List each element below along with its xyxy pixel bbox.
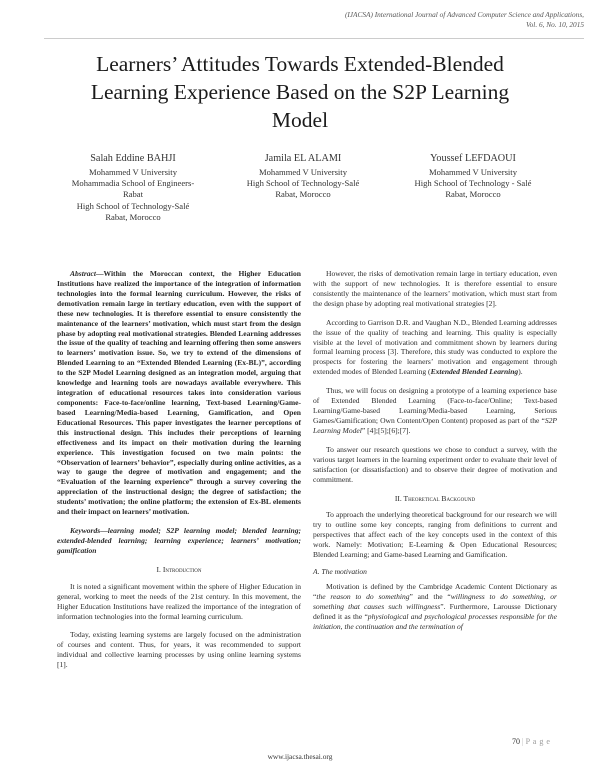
paragraph: [313, 318, 557, 378]
text-run: According to Garrison D.R. and Vaughan N.D., Blended Learning addresses the issue of the quality of teaching and learning. This quality is especially visible at the level of motivation and commitment shown by learners during formal learning process [3]. Therefore, this study was conducted to explore the prospects for fostering the learners’ motivation and engagement through extended modes of Blended Learning (: [313, 317, 557, 377]
text-run: ).: [518, 367, 523, 377]
paper-title: [40, 50, 560, 134]
paragraph: To approach the underlying theoretical background for our research we will try to outline some key concepts, ranging from definitions to current and perspectives that affect each of the key concepts used in the context of this work. Namely: Motivation; E-Learning & Open Educational Resources; Blended Learning; and Game-based Learning and Gamification.: [313, 510, 557, 560]
emphasis: the reason to do something: [316, 591, 410, 601]
emphasis: Extended Blended Learning: [430, 367, 519, 377]
author-location: Rabat, Morocco: [445, 189, 501, 200]
keywords: Keywords—learning model; S2P learning model; blended learning; extended-blended learning; learning experience; learners’ motivation; gamification: [57, 526, 301, 555]
paragraph: To answer our research questions we chose to conduct a survey, with the various target learners in the learning experiment order to evaluate their level of satisfaction (or dissatisfaction) and to observe their degree of motivation and commitment.: [313, 444, 557, 484]
author-affiliation: High School of Technology - Salé: [414, 178, 532, 189]
paragraph: [313, 386, 557, 436]
abstract-label: Abstract: [70, 269, 96, 278]
author-name: Salah Eddine BAHJI: [90, 153, 176, 164]
author-affiliation: Mohammed V University: [88, 167, 177, 177]
author-affiliation: Mohammed V University: [428, 167, 517, 177]
text-run: Thus, we will focus on designing a prototype of a learning experience base of Extended Blended Learning (Face-to-face/Online; Text-based Learning/Game-based Learning/Media-based Learning, Serious Games/Gamification; Own Content/Open Content) proposed as part of the “: [313, 386, 557, 425]
paragraph: Today, existing learning systems are largely focused on the administration of courses and content. Thus, for years, it was recommended to support individual and collective learning processes by using online learning systems [1].: [57, 630, 301, 670]
page-number: [512, 737, 550, 746]
author-affiliation: Mohammadia School of Engineers-: [71, 178, 195, 189]
left-column: [57, 269, 301, 670]
abstract-text: —Within the Moroccan context, the Higher Education Institutions have realized the importance of the integration of information technologies into the formal learning curriculum. However, the risks of demotivation remain large in tertiary education, even with the support of these new technologies. It is therefore essential to ensure consistently the maintenance of the learners’ motivation, which must start from the design phase by adopting real motivational strategies. Blended Learning addresses the issue of the quality of teaching and learning offering then some answers to learners’ motivation issue. So, we try to extend of the dimensions of Blended Learning to an “Extended Blended Learning (Ex-BL)”, according to the S2P Model Learning designed as an integration model, arguing that knowledge and learning tools are nowadays available everywhere. This integration of educational resources takes into consideration various components: Face-to-face/online learning, Text-based Learning/Game-based Learning/Media-based Learning, Gamification, and Open Educational Resources. This paper investigates the learner perceptions of this instructional design. This includes their perceptions of learning effectiveness and its impact on their motivation during the learning experience. This investigation focused on two main points: the “Observation of learners’ behavior”, especially during online activities, as a way to gauge the degree of motivation and engagement; and the “Evaluation of the learning experience” through a survey covering the appreciation of the instructional design; the degree of satisfaction; the students’ motivation; the online platform; the extension of Ex-BL elements and their impact on learners’ motivation.: [57, 269, 301, 517]
abstract: [57, 269, 301, 517]
page-number-value: 70: [512, 737, 520, 746]
section-heading-introduction: I. Introduction: [156, 564, 202, 574]
author-block-2: [228, 152, 378, 201]
right-column: [313, 269, 557, 632]
title-line-3: Model: [271, 108, 329, 132]
header-divider: [44, 38, 584, 39]
text-run: ” [4];[5];[6];[7].: [361, 425, 411, 435]
title-line-1: Learners’ Attitudes Towards Extended-Blended: [96, 52, 504, 76]
author-name: Jamila EL ALAMI: [264, 153, 342, 164]
paragraph: It is noted a significant movement within the sphere of Higher Education in general, working to meet the needs of the 21st century. In this movement, the Higher Education Institutions have realized the importance of the integration of information technologies into the formal learning curriculum.: [57, 581, 301, 621]
paragraph: However, the risks of demotivation remain large in tertiary education, even with the support of new technologies. It is therefore essential to ensure consistently the maintenance of the learners’ motivation, which must start from the design phase by adopting real motivational strategies [2].: [313, 269, 557, 308]
emphasis: willingness to do something, or something that causes such willingness: [313, 591, 557, 611]
journal-volume: Vol. 6, No. 10, 2015: [526, 20, 584, 29]
text-run: Motivation is defined by the Cambridge Academic Content Dictionary as “: [313, 581, 557, 601]
author-affiliation: High School of Technology-Salé: [246, 178, 360, 189]
journal-name: (IJACSA) International Journal of Advanced Computer Science and Applications,: [344, 10, 584, 19]
author-block-3: [398, 152, 548, 201]
page-label: P a g e: [525, 737, 551, 746]
title-line-2: Learning Experience Based on the S2P Learning: [90, 80, 510, 104]
text-run: ”. Furthermore, Larousse Dictionary defined it as the “: [313, 601, 558, 621]
page-number-separator: |: [522, 737, 524, 746]
emphasis: S2P Learning Model: [313, 415, 557, 435]
section-heading-theoretical-background: II. Theoretical Backgound: [394, 493, 476, 503]
paragraph: [313, 582, 557, 632]
subsection-heading-motivation: A. The motivation: [313, 567, 367, 577]
journal-header: [204, 10, 584, 30]
author-name: Youssef LEFDAOUI: [430, 153, 516, 164]
author-affiliation: High School of Technology-Salé: [76, 200, 190, 211]
text-run: ” and the “: [409, 591, 451, 601]
emphasis: physiological and psychological processes responsible for the initiation, the continuation and the termination of: [313, 611, 557, 631]
author-location: Rabat, Morocco: [275, 189, 331, 200]
author-block-1: [58, 152, 208, 223]
author-affiliation: Rabat: [122, 189, 144, 200]
author-affiliation: Mohammed V University: [258, 167, 347, 177]
author-location: Rabat, Morocco: [105, 211, 161, 222]
footer-url: www.ijacsa.thesai.org: [267, 752, 333, 761]
